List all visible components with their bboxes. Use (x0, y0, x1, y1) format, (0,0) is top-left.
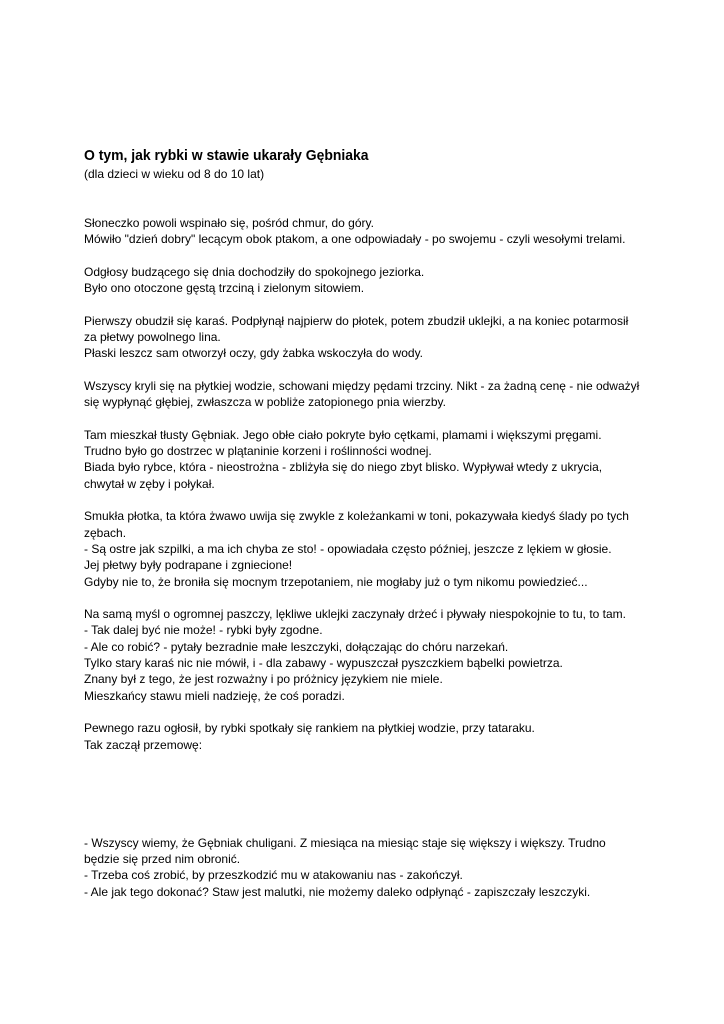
text-line: - Tak dalej być nie może! - rybki były zgodne. (84, 623, 323, 638)
paragraph-1 (84, 215, 644, 248)
spacer (84, 296, 644, 312)
text-line: Tam mieszkał tłusty Gębniak. Jego obłe ciało pokryte było cętkami, plamami i większymi pręgami. (84, 427, 602, 442)
text-line: Biada było rybce, która - nieostrożna - zbliżyła się do niego zbyt blisko. Wypływał wtedy z ukrycia, chwytał w zęby i połykał. (84, 460, 603, 491)
text-line: Gdyby nie to, że broniła się mocnym trzepotaniem, nie mogłaby już o tym nikomu powiedzieć... (84, 574, 588, 589)
text-line: Smukła płotka, ta która żwawo uwija się zwykle z koleżankami w toni, pokazywała kiedyś ślady po tych zębach. (84, 509, 629, 540)
text-line: Tylko stary karaś nic nie mówił, i - dla zabawy - wypuszczał pyszczkiem bąbelki powietrza. (84, 656, 563, 671)
text-line: Znany był z tego, że jest rozważny i po próżnicy językiem nie miele. (84, 672, 443, 687)
text-line: Płaski leszcz sam otworzył oczy, gdy żabka wskoczyła do wody. (84, 346, 424, 361)
paragraph-4 (84, 378, 644, 411)
text-line: Pewnego razu ogłosił, by rybki spotkały się rankiem na płytkiej wodzie, przy tataraku. (84, 721, 535, 736)
paragraph-6 (84, 508, 644, 589)
spacer (84, 182, 644, 215)
spacer (84, 753, 644, 835)
paragraph-8 (84, 720, 644, 753)
document-page (84, 146, 644, 900)
paragraph-7 (84, 606, 644, 704)
paragraph-3 (84, 313, 644, 362)
story-subtitle: (dla dzieci w wieku od 8 do 10 lat) (84, 167, 265, 181)
text-line: Tak zaczął przemowę: (84, 737, 203, 752)
text-line: Było ono otoczone gęstą trzciną i zielonym sitowiem. (84, 281, 365, 296)
paragraph-5 (84, 427, 644, 492)
story-title: O tym, jak rybki w stawie ukarały Gębniaka (84, 147, 369, 164)
text-line: Jej płetwy były podrapane i zgniecione! (84, 558, 293, 573)
text-line: - Są ostre jak szpilki, a ma ich chyba ze sto! - opowiadała często później, jeszcze z lękiem w głosie. (84, 541, 612, 556)
spacer (84, 362, 644, 378)
text-line: Mieszkańcy stawu mieli nadzieję, że coś poradzi. (84, 688, 345, 703)
spacer (84, 248, 644, 264)
paragraph-9 (84, 835, 644, 900)
text-line: - Ale jak tego dokonać? Staw jest malutki, nie możemy daleko odpłynąć - zapiszczały leszczyki. (84, 884, 591, 899)
text-line: - Ale co robić? - pytały bezradnie małe leszczyki, dołączając do chóru narzekań. (84, 639, 509, 654)
text-line: Trudno było go dostrzec w plątaninie korzeni i roślinności wodnej. (84, 444, 432, 459)
spacer (84, 492, 644, 508)
text-line: Wszyscy kryli się na płytkiej wodzie, schowani między pędami trzciny. Nikt - za żadną cenę - nie odważył się wypłynąć głębiej, zwłaszcza w pobliże zatopionego pnia wierzby. (84, 378, 640, 410)
spacer (84, 704, 644, 720)
text-line: Słoneczko powoli wspinało się, pośród chmur, do góry. (84, 216, 374, 230)
text-line: Odgłosy budzącego się dnia dochodziły do spokojnego jeziorka. (84, 264, 425, 279)
text-line: Mówiło "dzień dobry" lecącym obok ptakom, a one odpowiadały - po swojemu - czyli wesołymi trelami. (84, 232, 626, 247)
text-line: - Wszyscy wiemy, że Gębniak chuligani. Z miesiąca na miesiąc staje się większy i większy. Trudno będzie się przed nim obronić. (84, 835, 606, 867)
spacer (84, 411, 644, 427)
text-line: - Trzeba coś zrobić, by przeszkodzić mu w atakowaniu nas - zakończył. (84, 868, 463, 883)
text-line: Na samą myśl o ogromnej paszczy, lękliwe uklejki zaczynały drżeć i pływały niespokojnie to tu, to tam. (84, 607, 626, 622)
paragraph-2 (84, 264, 644, 297)
spacer (84, 590, 644, 606)
text-line: Pierwszy obudził się karaś. Podpłynął najpierw do płotek, potem zbudził uklejki, a na koniec potarmosił za płetwy powolnego lina. (84, 313, 629, 345)
